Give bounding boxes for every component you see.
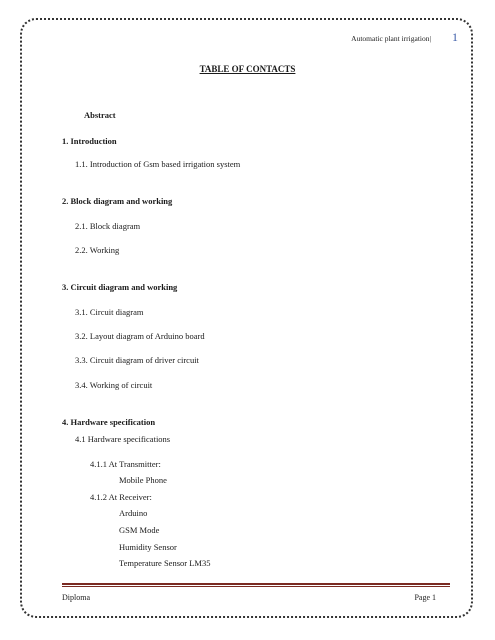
- toc-item-gsm-mode: GSM Mode: [119, 525, 160, 535]
- footer-page-number: Page 1: [414, 593, 436, 602]
- toc-item-3-3: 3.3. Circuit diagram of driver circuit: [75, 355, 199, 365]
- toc-item-3-2: 3.2. Layout diagram of Arduino board: [75, 331, 205, 341]
- footer-rule-thin: [62, 586, 450, 587]
- toc-item-3-1: 3.1. Circuit diagram: [75, 307, 144, 317]
- toc-title: TABLE OF CONTACTS: [199, 64, 296, 74]
- toc-item-2-2: 2.2. Working: [75, 245, 120, 255]
- toc-item-abstract: Abstract: [84, 110, 116, 120]
- toc-item-temperature-sensor: Temperature Sensor LM35: [119, 558, 211, 568]
- page-border: [20, 18, 473, 618]
- header-title: Automatic plant irrigation|: [351, 34, 431, 43]
- toc-item-4-1: 4.1 Hardware specifications: [75, 434, 171, 444]
- toc-item-humidity-sensor: Humidity Sensor: [119, 542, 177, 552]
- toc-section-1: 1. Introduction: [62, 136, 117, 146]
- toc-section-2: 2. Block diagram and working: [62, 196, 173, 206]
- toc-section-4: 4. Hardware specification: [62, 417, 156, 427]
- toc-item-3-4: 3.4. Working of circuit: [75, 380, 153, 390]
- toc-item-mobile-phone: Mobile Phone: [119, 475, 167, 485]
- toc-item-1-1: 1.1. Introduction of Gsm based irrigation system: [75, 159, 241, 169]
- toc-item-4-1-1: 4.1.1 At Transmitter:: [90, 459, 161, 469]
- footer-label: Diploma: [62, 593, 90, 602]
- toc-section-3: 3. Circuit diagram and working: [62, 282, 178, 292]
- toc-item-4-1-2: 4.1.2 At Receiver:: [90, 492, 152, 502]
- footer-rule: [62, 583, 450, 585]
- toc-item-2-1: 2.1. Block diagram: [75, 221, 141, 231]
- header-page-number: 1: [452, 30, 458, 44]
- toc-item-arduino: Arduino: [119, 508, 148, 518]
